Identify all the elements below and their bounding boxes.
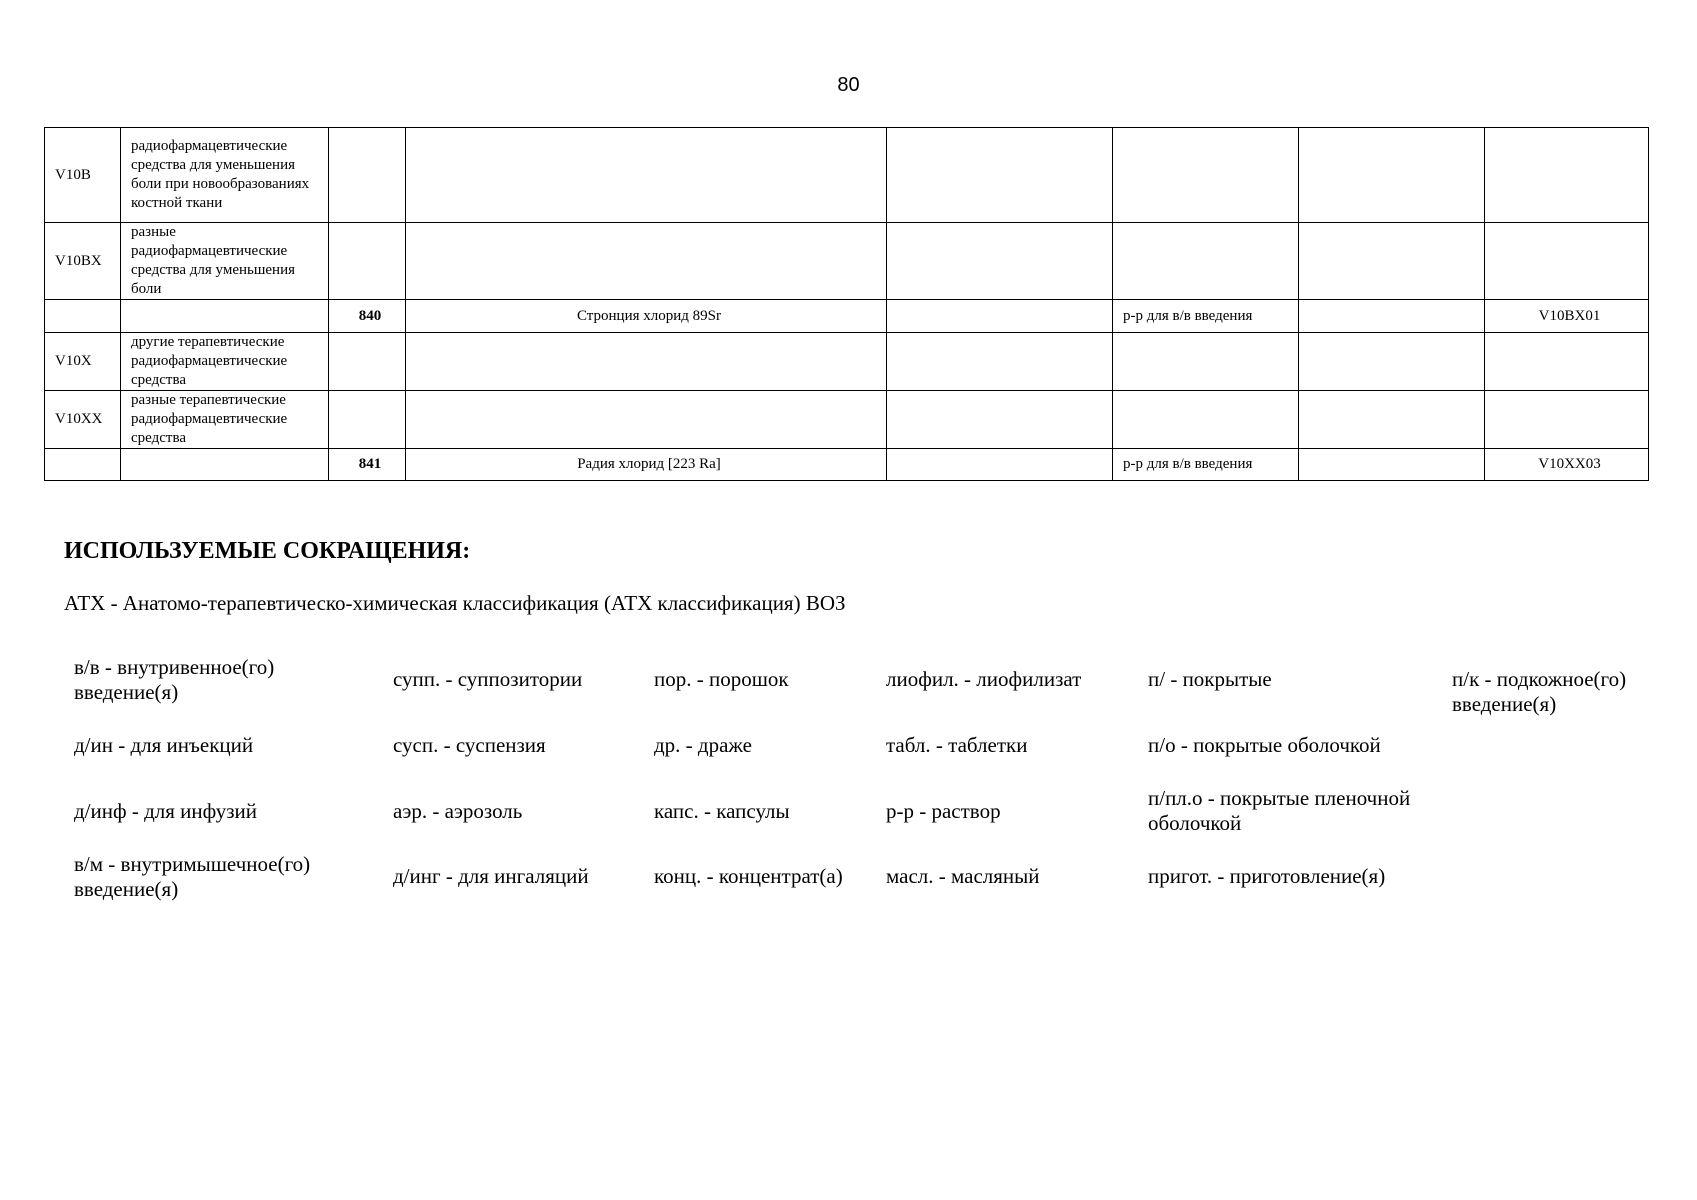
abbr-konc: конц. - концентрат(а) xyxy=(654,864,843,888)
table-row xyxy=(45,300,1649,333)
abbr-dinf: д/инф - для инфузий xyxy=(74,799,258,823)
table-row xyxy=(45,449,1649,481)
atc-group-name: радиофармацевтические средства для уменьшения боли при новообразованиях костной ткани xyxy=(121,128,329,223)
dosage-form: р-р для в/в введения xyxy=(1113,300,1299,333)
abbr-din: д/ин - для инъекций xyxy=(74,733,254,757)
dosage-form xyxy=(1113,128,1299,223)
drug-number: 840 xyxy=(329,300,406,333)
abbr-aer: аэр. - аэрозоль xyxy=(393,799,523,823)
atc-group-code: V10X xyxy=(45,333,121,391)
dosage-form xyxy=(1113,391,1299,449)
page-number: 80 xyxy=(837,74,860,96)
dosage-form: р-р для в/в введения xyxy=(1113,449,1299,481)
atc-code xyxy=(1485,128,1649,223)
empty-cell xyxy=(887,223,1113,300)
atc-group-name: разные радиофармацевтические средства для уменьшения боли xyxy=(121,223,329,300)
empty-cell xyxy=(887,128,1113,223)
atc-group-name xyxy=(121,449,329,481)
drug-number xyxy=(329,128,406,223)
atc-code xyxy=(1485,333,1649,391)
abbr-tabl: табл. - таблетки xyxy=(886,733,1028,757)
abbr-susp: сусп. - суспензия xyxy=(393,733,546,757)
table-row xyxy=(45,333,1649,391)
atc-code: V10BX01 xyxy=(1485,300,1649,333)
abbr-vv: в/в - внутривенное(го) введение(я) xyxy=(74,655,275,704)
empty-cell xyxy=(1299,128,1485,223)
drug-name xyxy=(406,333,887,391)
drug-name xyxy=(406,128,887,223)
abbr-masl: масл. - масляный xyxy=(886,864,1040,888)
abbreviations-heading: ИСПОЛЬЗУЕМЫЕ СОКРАЩЕНИЯ: xyxy=(64,538,471,564)
abbr-prigot: пригот. - приготовление(я) xyxy=(1148,864,1386,888)
atc-group-code xyxy=(45,449,121,481)
empty-cell xyxy=(887,300,1113,333)
drug-number xyxy=(329,333,406,391)
drug-number xyxy=(329,391,406,449)
atc-group-code: V10XX xyxy=(45,391,121,449)
abbr-rr: р-р - раствор xyxy=(886,799,1001,823)
empty-cell xyxy=(1299,300,1485,333)
abbr-dr: др. - драже xyxy=(654,733,752,757)
atc-group-code xyxy=(45,300,121,333)
atx-definition: АТХ - Анатомо-терапевтическо-химическая классификация (АТХ классификация) ВОЗ xyxy=(64,591,846,615)
abbr-ding: д/инг - для ингаляций xyxy=(393,864,589,888)
table-row xyxy=(45,391,1649,449)
empty-cell xyxy=(887,449,1113,481)
empty-cell xyxy=(887,391,1113,449)
drug-name xyxy=(406,391,887,449)
abbr-po: п/о - покрытые оболочкой xyxy=(1148,733,1381,757)
atc-code xyxy=(1485,223,1649,300)
table-row xyxy=(45,128,1649,223)
abbr-pokr: п/ - покрытые xyxy=(1148,667,1272,691)
abbr-liofil: лиофил. - лиофилизат xyxy=(886,667,1082,691)
atc-group-name xyxy=(121,300,329,333)
atc-group-code: V10B xyxy=(45,128,121,223)
empty-cell xyxy=(1299,391,1485,449)
empty-cell xyxy=(1299,333,1485,391)
atc-group-code: V10BX xyxy=(45,223,121,300)
atc-code: V10XX03 xyxy=(1485,449,1649,481)
table-row xyxy=(45,223,1649,300)
abbr-por: пор. - порошок xyxy=(654,667,789,691)
empty-cell xyxy=(1299,449,1485,481)
abbr-ppl: п/пл.о - покрытые пленочной оболочкой xyxy=(1148,786,1411,835)
drug-table xyxy=(44,127,1649,481)
atc-group-name: другие терапевтические радиофармацевтические средства xyxy=(121,333,329,391)
drug-number xyxy=(329,223,406,300)
abbr-supp: супп. - суппозитории xyxy=(393,667,583,691)
dosage-form xyxy=(1113,333,1299,391)
drug-name: Радия хлорид [223 Ra] xyxy=(406,449,887,481)
drug-number: 841 xyxy=(329,449,406,481)
drug-name: Стронция хлорид 89Sr xyxy=(406,300,887,333)
atc-group-name: разные терапевтические радиофармацевтические средства xyxy=(121,391,329,449)
abbr-kaps: капс. - капсулы xyxy=(654,799,790,823)
empty-cell xyxy=(887,333,1113,391)
abbr-vm: в/м - внутримышечное(го) введение(я) xyxy=(74,852,311,901)
atc-code xyxy=(1485,391,1649,449)
empty-cell xyxy=(1299,223,1485,300)
abbr-pk: п/к - подкожное(го) введение(я) xyxy=(1452,667,1627,716)
dosage-form xyxy=(1113,223,1299,300)
drug-name xyxy=(406,223,887,300)
